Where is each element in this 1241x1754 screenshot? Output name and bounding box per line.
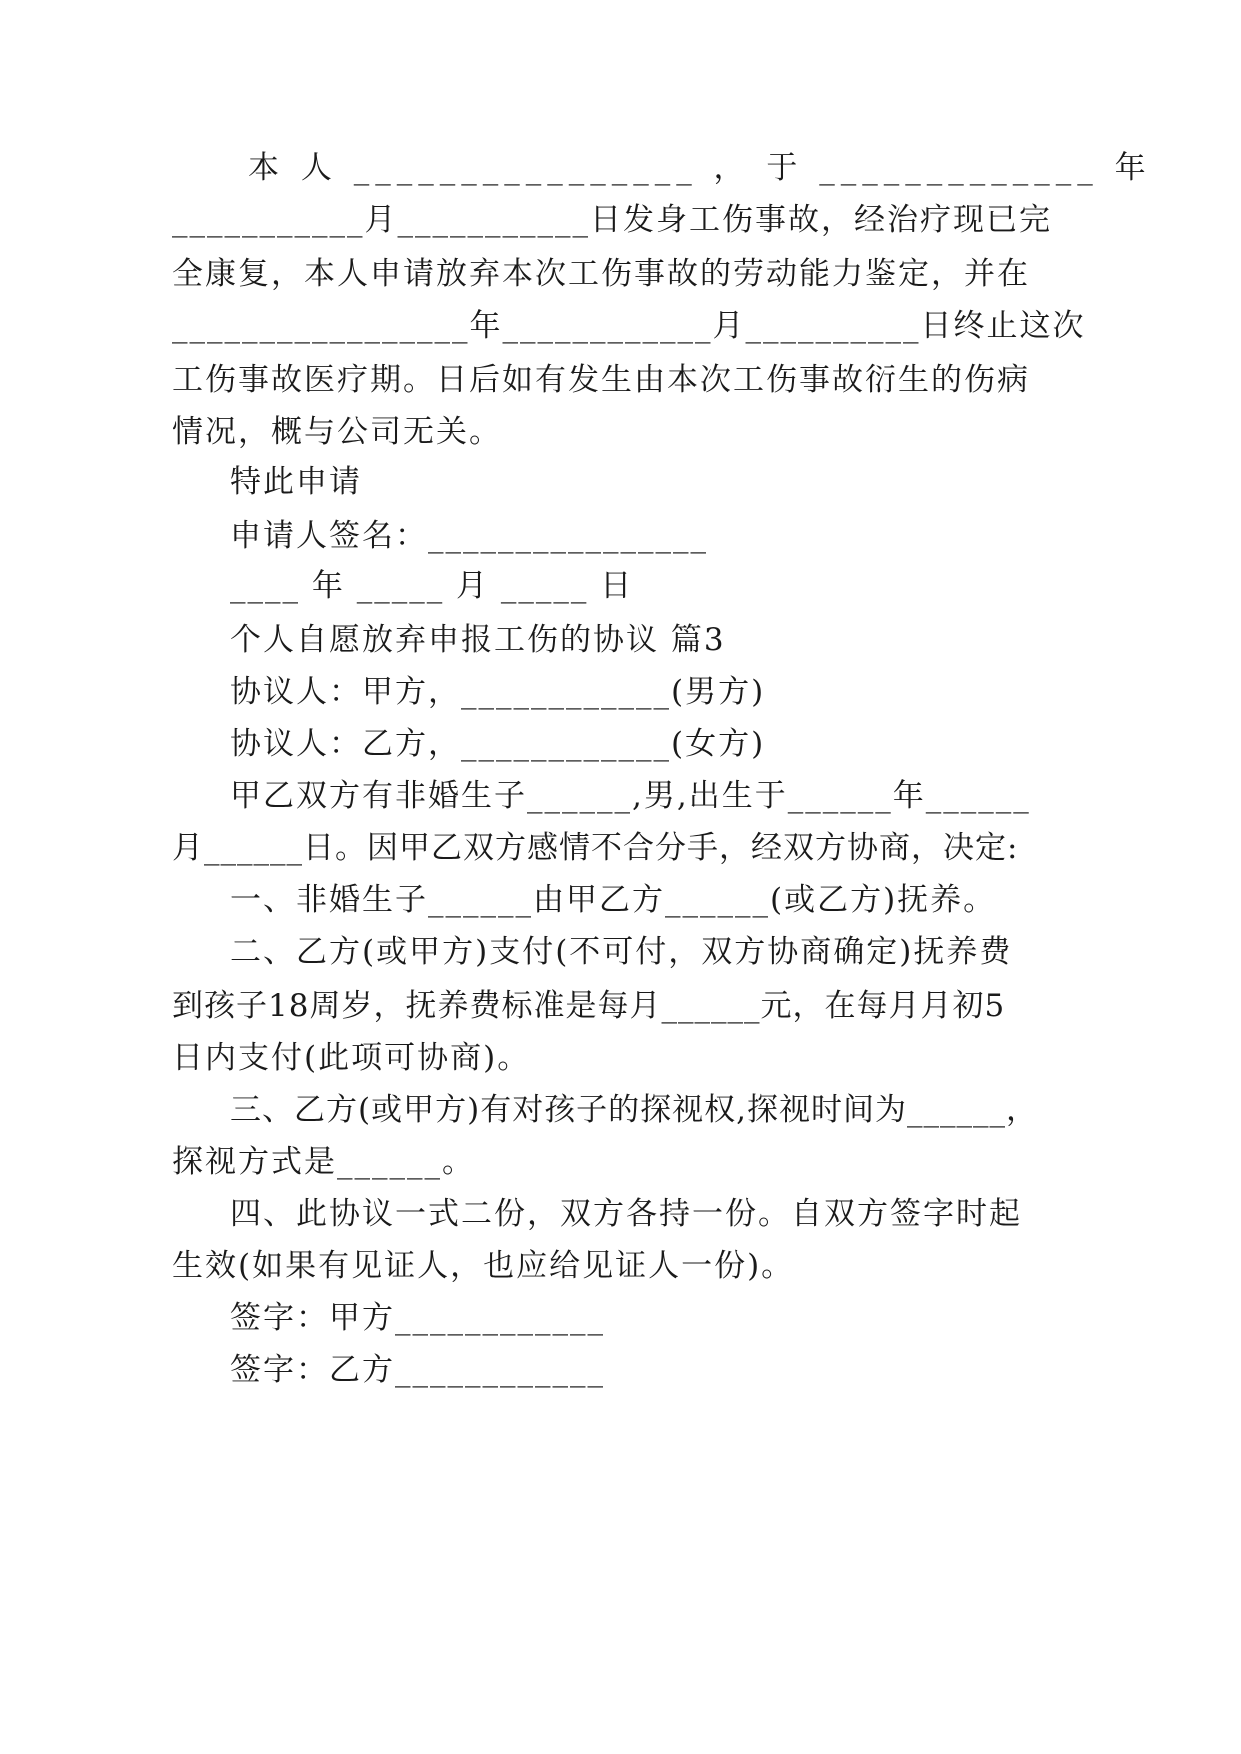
- paragraph-line: 全康复，本人申请放弃本次工伤事故的劳动能力鉴定，并在: [172, 256, 1030, 292]
- signature-line: 申请人签名：________________: [230, 518, 708, 554]
- paragraph-line: _________________年____________月__________日终止这次: [172, 308, 1086, 344]
- clause-line: 三、乙方(或甲方)有对孩子的探视权,探视时间为______，: [230, 1092, 1039, 1128]
- clause-line: 一、非婚生子______由甲乙方______(或乙方)抚养。: [230, 882, 997, 918]
- clause-line: 生效(如果有见证人，也应给见证人一份)。: [172, 1248, 795, 1284]
- party-line: 协议人：乙方，____________(女方): [230, 726, 766, 762]
- section-title: 个人自愿放弃申报工伤的协议 篇3: [230, 622, 726, 658]
- signature-line: 签字：甲方____________: [230, 1300, 605, 1336]
- paragraph-line: 甲乙双方有非婚生子______,男,出生于______年______: [230, 778, 1031, 814]
- date-line: ____ 年 _____ 月 _____ 日: [230, 568, 634, 604]
- clause-line: 四、此协议一式二份，双方各持一份。自双方签字时起: [230, 1196, 1022, 1232]
- paragraph-line: 本 人 ________________ ， 于 _____________ 年: [248, 150, 1152, 186]
- paragraph-line: 工伤事故医疗期。日后如有发生由本次工伤事故衍生的伤病: [172, 362, 1030, 398]
- clause-line: 日内支付(此项可协商)。: [172, 1040, 531, 1076]
- paragraph-line: 月______日。因甲乙双方感情不合分手，经双方协商，决定:: [172, 830, 1019, 866]
- clause-line: 到孩子18周岁，抚养费标准是每月______元，在每月月初5: [172, 988, 1006, 1024]
- section-heading: 特此申请: [230, 464, 362, 500]
- signature-line: 签字：乙方____________: [230, 1352, 605, 1388]
- paragraph-line: 情况，概与公司无关。: [172, 414, 502, 450]
- clause-line: 探视方式是______。: [172, 1144, 475, 1180]
- clause-line: 二、乙方(或甲方)支付(不可付，双方协商确定)抚养费: [230, 934, 1013, 970]
- paragraph-line: ___________月___________日发身工伤事故，经治疗现已完: [172, 202, 1052, 238]
- party-line: 协议人：甲方，____________(男方): [230, 674, 766, 710]
